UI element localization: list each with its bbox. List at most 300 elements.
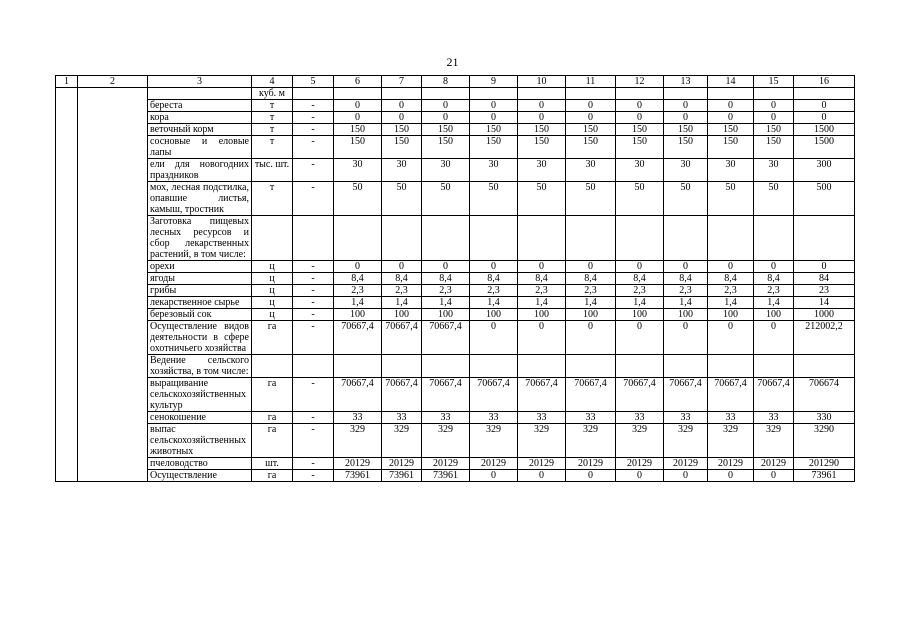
value-cell: 706674 bbox=[794, 378, 855, 412]
value-cell bbox=[382, 216, 422, 261]
col5-cell: - bbox=[293, 297, 334, 309]
value-cell: 20129 bbox=[664, 458, 708, 470]
value-cell: 70667,4 bbox=[334, 321, 382, 355]
col5-cell: - bbox=[293, 112, 334, 124]
column-header: 10 bbox=[518, 76, 566, 88]
value-cell: 20129 bbox=[708, 458, 754, 470]
col1-cell bbox=[56, 470, 78, 482]
table-row bbox=[56, 412, 855, 424]
value-cell: 0 bbox=[664, 321, 708, 355]
col1-cell bbox=[56, 216, 78, 261]
value-cell: 0 bbox=[334, 112, 382, 124]
value-cell: 30 bbox=[708, 159, 754, 182]
col5-cell: - bbox=[293, 412, 334, 424]
value-cell: 329 bbox=[566, 424, 616, 458]
value-cell: 212002,2 bbox=[794, 321, 855, 355]
row-name: березовый сок bbox=[148, 309, 252, 321]
value-cell: 33 bbox=[616, 412, 664, 424]
column-header: 1 bbox=[56, 76, 78, 88]
value-cell: 100 bbox=[470, 309, 518, 321]
value-cell: 84 bbox=[794, 273, 855, 285]
value-cell: 329 bbox=[616, 424, 664, 458]
col2-cell bbox=[78, 261, 148, 273]
value-cell: 70667,4 bbox=[422, 321, 470, 355]
column-header: 3 bbox=[148, 76, 252, 88]
column-header: 15 bbox=[754, 76, 794, 88]
col2-cell bbox=[78, 458, 148, 470]
value-cell bbox=[382, 355, 422, 378]
value-cell: 0 bbox=[708, 112, 754, 124]
value-cell: 150 bbox=[754, 124, 794, 136]
value-cell: 1,4 bbox=[470, 297, 518, 309]
value-cell: 30 bbox=[382, 159, 422, 182]
unit-cell: т bbox=[252, 112, 293, 124]
col5-cell bbox=[293, 216, 334, 261]
unit-cell: ц bbox=[252, 309, 293, 321]
col2-cell bbox=[78, 297, 148, 309]
col1-cell bbox=[56, 355, 78, 378]
col5-cell: - bbox=[293, 273, 334, 285]
unit-cell: га bbox=[252, 321, 293, 355]
value-cell: 50 bbox=[754, 182, 794, 216]
value-cell bbox=[422, 88, 470, 100]
value-cell: 150 bbox=[664, 124, 708, 136]
value-cell: 329 bbox=[382, 424, 422, 458]
value-cell bbox=[616, 216, 664, 261]
value-cell: 1,4 bbox=[566, 297, 616, 309]
value-cell: 50 bbox=[518, 182, 566, 216]
value-cell: 30 bbox=[334, 159, 382, 182]
value-cell: 0 bbox=[708, 321, 754, 355]
value-cell: 0 bbox=[470, 321, 518, 355]
column-header: 4 bbox=[252, 76, 293, 88]
value-cell: 0 bbox=[422, 261, 470, 273]
value-cell bbox=[518, 88, 566, 100]
col5-cell: - bbox=[293, 261, 334, 273]
value-cell: 0 bbox=[566, 261, 616, 273]
value-cell: 70667,4 bbox=[664, 378, 708, 412]
page-number: 21 bbox=[446, 55, 459, 69]
value-cell bbox=[518, 216, 566, 261]
table-row bbox=[56, 424, 855, 458]
value-cell: 20129 bbox=[616, 458, 664, 470]
value-cell bbox=[754, 355, 794, 378]
row-name: выпас сельскохозяйственных животных bbox=[148, 424, 252, 458]
value-cell: 1,4 bbox=[382, 297, 422, 309]
value-cell: 20129 bbox=[470, 458, 518, 470]
value-cell: 150 bbox=[566, 124, 616, 136]
row-name: веточный корм bbox=[148, 124, 252, 136]
value-cell: 0 bbox=[382, 112, 422, 124]
unit-cell: ц bbox=[252, 261, 293, 273]
table-row bbox=[56, 285, 855, 297]
table-row bbox=[56, 309, 855, 321]
value-cell bbox=[664, 355, 708, 378]
value-cell bbox=[708, 355, 754, 378]
value-cell: 1,4 bbox=[334, 297, 382, 309]
col1-cell bbox=[56, 136, 78, 159]
table-row bbox=[56, 297, 855, 309]
value-cell: 1,4 bbox=[518, 297, 566, 309]
value-cell: 70667,4 bbox=[616, 378, 664, 412]
col1-cell bbox=[56, 100, 78, 112]
table-row bbox=[56, 378, 855, 412]
value-cell bbox=[470, 88, 518, 100]
row-name: лекарственное сырье bbox=[148, 297, 252, 309]
value-cell: 329 bbox=[422, 424, 470, 458]
value-cell: 50 bbox=[616, 182, 664, 216]
value-cell: 100 bbox=[566, 309, 616, 321]
value-cell: 0 bbox=[422, 112, 470, 124]
unit-cell: ц bbox=[252, 285, 293, 297]
value-cell: 1000 bbox=[794, 309, 855, 321]
value-cell: 23 bbox=[794, 285, 855, 297]
col5-cell: - bbox=[293, 378, 334, 412]
value-cell: 0 bbox=[664, 470, 708, 482]
col5-cell: - bbox=[293, 285, 334, 297]
value-cell bbox=[334, 216, 382, 261]
value-cell: 33 bbox=[334, 412, 382, 424]
col2-cell bbox=[78, 136, 148, 159]
value-cell: 30 bbox=[422, 159, 470, 182]
value-cell: 50 bbox=[422, 182, 470, 216]
col2-cell bbox=[78, 112, 148, 124]
value-cell: 30 bbox=[470, 159, 518, 182]
value-cell: 8,4 bbox=[754, 273, 794, 285]
value-cell: 100 bbox=[664, 309, 708, 321]
col2-cell bbox=[78, 182, 148, 216]
value-cell bbox=[708, 88, 754, 100]
value-cell: 100 bbox=[334, 309, 382, 321]
col5-cell: - bbox=[293, 424, 334, 458]
value-cell: 73961 bbox=[422, 470, 470, 482]
value-cell: 2,3 bbox=[616, 285, 664, 297]
col1-cell bbox=[56, 124, 78, 136]
value-cell: 30 bbox=[664, 159, 708, 182]
table-row bbox=[56, 100, 855, 112]
value-cell: 73961 bbox=[334, 470, 382, 482]
value-cell: 0 bbox=[566, 321, 616, 355]
col1-cell bbox=[56, 273, 78, 285]
value-cell bbox=[566, 355, 616, 378]
value-cell bbox=[794, 355, 855, 378]
col1-cell bbox=[56, 424, 78, 458]
table-row bbox=[56, 112, 855, 124]
value-cell bbox=[616, 355, 664, 378]
value-cell: 0 bbox=[470, 470, 518, 482]
col2-cell bbox=[78, 159, 148, 182]
col5-cell: - bbox=[293, 136, 334, 159]
col2-cell bbox=[78, 470, 148, 482]
value-cell: 329 bbox=[470, 424, 518, 458]
value-cell: 1,4 bbox=[422, 297, 470, 309]
value-cell: 300 bbox=[794, 159, 855, 182]
value-cell: 73961 bbox=[794, 470, 855, 482]
value-cell: 50 bbox=[566, 182, 616, 216]
col5-cell: - bbox=[293, 182, 334, 216]
value-cell: 8,4 bbox=[616, 273, 664, 285]
value-cell: 330 bbox=[794, 412, 855, 424]
value-cell: 500 bbox=[794, 182, 855, 216]
value-cell: 329 bbox=[664, 424, 708, 458]
value-cell: 70667,4 bbox=[382, 321, 422, 355]
value-cell: 100 bbox=[518, 309, 566, 321]
value-cell: 8,4 bbox=[518, 273, 566, 285]
value-cell: 2,3 bbox=[708, 285, 754, 297]
value-cell: 150 bbox=[470, 124, 518, 136]
row-name: мох, лесная подстилка, опавшие листья, камыш, тростник bbox=[148, 182, 252, 216]
value-cell: 2,3 bbox=[518, 285, 566, 297]
value-cell: 0 bbox=[616, 261, 664, 273]
row-name: пчеловодство bbox=[148, 458, 252, 470]
value-cell: 0 bbox=[616, 470, 664, 482]
column-header: 9 bbox=[470, 76, 518, 88]
value-cell: 0 bbox=[794, 261, 855, 273]
table-row bbox=[56, 216, 855, 261]
value-cell: 150 bbox=[334, 136, 382, 159]
forest-resources-table bbox=[55, 75, 855, 482]
value-cell: 2,3 bbox=[334, 285, 382, 297]
col1-cell bbox=[56, 378, 78, 412]
value-cell: 201290 bbox=[794, 458, 855, 470]
value-cell: 2,3 bbox=[754, 285, 794, 297]
table-row bbox=[56, 182, 855, 216]
value-cell: 70667,4 bbox=[566, 378, 616, 412]
value-cell bbox=[470, 355, 518, 378]
column-header: 12 bbox=[616, 76, 664, 88]
value-cell: 0 bbox=[708, 470, 754, 482]
value-cell: 0 bbox=[794, 112, 855, 124]
row-name: кора bbox=[148, 112, 252, 124]
unit-cell: куб. м bbox=[252, 88, 293, 100]
value-cell: 50 bbox=[664, 182, 708, 216]
value-cell bbox=[422, 216, 470, 261]
value-cell: 8,4 bbox=[334, 273, 382, 285]
value-cell: 33 bbox=[566, 412, 616, 424]
column-header: 5 bbox=[293, 76, 334, 88]
col2-cell bbox=[78, 88, 148, 100]
value-cell: 0 bbox=[664, 261, 708, 273]
value-cell: 0 bbox=[754, 112, 794, 124]
value-cell: 33 bbox=[518, 412, 566, 424]
col1-cell bbox=[56, 309, 78, 321]
value-cell: 50 bbox=[334, 182, 382, 216]
value-cell: 150 bbox=[470, 136, 518, 159]
col2-cell bbox=[78, 100, 148, 112]
value-cell: 0 bbox=[794, 100, 855, 112]
value-cell: 8,4 bbox=[664, 273, 708, 285]
value-cell: 1,4 bbox=[664, 297, 708, 309]
value-cell: 100 bbox=[616, 309, 664, 321]
value-cell: 150 bbox=[566, 136, 616, 159]
value-cell: 50 bbox=[708, 182, 754, 216]
value-cell: 150 bbox=[708, 124, 754, 136]
col5-cell: - bbox=[293, 124, 334, 136]
value-cell: 1500 bbox=[794, 124, 855, 136]
col5-cell: - bbox=[293, 458, 334, 470]
value-cell: 0 bbox=[754, 470, 794, 482]
unit-cell: ц bbox=[252, 273, 293, 285]
value-cell: 2,3 bbox=[422, 285, 470, 297]
unit-cell: ц bbox=[252, 297, 293, 309]
value-cell bbox=[708, 216, 754, 261]
value-cell: 150 bbox=[518, 124, 566, 136]
value-cell: 329 bbox=[518, 424, 566, 458]
value-cell: 8,4 bbox=[422, 273, 470, 285]
value-cell bbox=[566, 216, 616, 261]
value-cell: 70667,4 bbox=[708, 378, 754, 412]
value-cell: 70667,4 bbox=[754, 378, 794, 412]
value-cell: 3290 bbox=[794, 424, 855, 458]
value-cell: 30 bbox=[616, 159, 664, 182]
row-name: Осуществление видов деятельности в сфере охотничьего хозяйства bbox=[148, 321, 252, 355]
value-cell bbox=[794, 216, 855, 261]
value-cell: 20129 bbox=[334, 458, 382, 470]
row-name: ягоды bbox=[148, 273, 252, 285]
value-cell: 0 bbox=[616, 112, 664, 124]
value-cell: 30 bbox=[754, 159, 794, 182]
value-cell: 33 bbox=[470, 412, 518, 424]
column-header: 13 bbox=[664, 76, 708, 88]
value-cell: 70667,4 bbox=[518, 378, 566, 412]
row-name bbox=[148, 88, 252, 100]
value-cell: 2,3 bbox=[566, 285, 616, 297]
value-cell: 0 bbox=[334, 100, 382, 112]
header-row bbox=[56, 76, 855, 88]
value-cell: 0 bbox=[664, 112, 708, 124]
value-cell bbox=[470, 216, 518, 261]
value-cell: 0 bbox=[566, 100, 616, 112]
value-cell: 70667,4 bbox=[470, 378, 518, 412]
column-header: 8 bbox=[422, 76, 470, 88]
column-header: 16 bbox=[794, 76, 855, 88]
value-cell: 2,3 bbox=[470, 285, 518, 297]
col5-cell: - bbox=[293, 321, 334, 355]
col5-cell: - bbox=[293, 309, 334, 321]
value-cell: 0 bbox=[422, 100, 470, 112]
value-cell: 14 bbox=[794, 297, 855, 309]
value-cell bbox=[664, 88, 708, 100]
table-row bbox=[56, 261, 855, 273]
value-cell: 150 bbox=[518, 136, 566, 159]
value-cell: 100 bbox=[382, 309, 422, 321]
value-cell: 329 bbox=[754, 424, 794, 458]
row-name: грибы bbox=[148, 285, 252, 297]
table-row bbox=[56, 159, 855, 182]
row-name: сосновые и еловые лапы bbox=[148, 136, 252, 159]
column-header: 7 bbox=[382, 76, 422, 88]
column-header: 2 bbox=[78, 76, 148, 88]
col1-cell bbox=[56, 112, 78, 124]
col2-cell bbox=[78, 355, 148, 378]
column-header: 6 bbox=[334, 76, 382, 88]
value-cell: 20129 bbox=[422, 458, 470, 470]
value-cell: 20129 bbox=[518, 458, 566, 470]
col5-cell: - bbox=[293, 159, 334, 182]
value-cell bbox=[334, 88, 382, 100]
unit-cell: га bbox=[252, 378, 293, 412]
table-row bbox=[56, 88, 855, 100]
value-cell bbox=[754, 88, 794, 100]
col2-cell bbox=[78, 285, 148, 297]
unit-cell: га bbox=[252, 424, 293, 458]
unit-cell: т bbox=[252, 136, 293, 159]
value-cell: 33 bbox=[754, 412, 794, 424]
value-cell: 50 bbox=[470, 182, 518, 216]
value-cell: 150 bbox=[382, 124, 422, 136]
value-cell: 0 bbox=[470, 261, 518, 273]
col1-cell bbox=[56, 458, 78, 470]
value-cell: 20129 bbox=[566, 458, 616, 470]
value-cell: 73961 bbox=[382, 470, 422, 482]
value-cell bbox=[518, 355, 566, 378]
value-cell: 150 bbox=[616, 124, 664, 136]
value-cell: 0 bbox=[616, 321, 664, 355]
value-cell: 0 bbox=[518, 100, 566, 112]
col2-cell bbox=[78, 321, 148, 355]
value-cell: 1,4 bbox=[754, 297, 794, 309]
value-cell: 1,4 bbox=[708, 297, 754, 309]
table-row bbox=[56, 321, 855, 355]
col5-cell: - bbox=[293, 470, 334, 482]
unit-cell: га bbox=[252, 470, 293, 482]
value-cell: 0 bbox=[382, 100, 422, 112]
value-cell: 0 bbox=[708, 261, 754, 273]
col1-cell bbox=[56, 412, 78, 424]
value-cell: 8,4 bbox=[470, 273, 518, 285]
value-cell: 8,4 bbox=[708, 273, 754, 285]
col2-cell bbox=[78, 412, 148, 424]
value-cell: 150 bbox=[708, 136, 754, 159]
value-cell: 0 bbox=[382, 261, 422, 273]
value-cell: 1,4 bbox=[616, 297, 664, 309]
value-cell: 0 bbox=[518, 321, 566, 355]
table-row bbox=[56, 458, 855, 470]
value-cell bbox=[334, 355, 382, 378]
unit-cell bbox=[252, 216, 293, 261]
table-row bbox=[56, 136, 855, 159]
value-cell: 0 bbox=[470, 112, 518, 124]
value-cell: 0 bbox=[664, 100, 708, 112]
col2-cell bbox=[78, 309, 148, 321]
value-cell: 0 bbox=[518, 470, 566, 482]
col1-cell bbox=[56, 159, 78, 182]
value-cell: 150 bbox=[664, 136, 708, 159]
row-name: сенокошение bbox=[148, 412, 252, 424]
value-cell bbox=[794, 88, 855, 100]
column-header: 11 bbox=[566, 76, 616, 88]
value-cell bbox=[616, 88, 664, 100]
value-cell bbox=[664, 216, 708, 261]
value-cell: 0 bbox=[470, 100, 518, 112]
row-name: Заготовка пищевых лесных ресурсов и сбор лекарственных растений, в том числе: bbox=[148, 216, 252, 261]
value-cell: 50 bbox=[382, 182, 422, 216]
unit-cell: т bbox=[252, 182, 293, 216]
col1-cell bbox=[56, 261, 78, 273]
value-cell: 0 bbox=[334, 261, 382, 273]
unit-cell: т bbox=[252, 100, 293, 112]
col1-cell bbox=[56, 321, 78, 355]
value-cell bbox=[566, 88, 616, 100]
unit-cell: шт. bbox=[252, 458, 293, 470]
value-cell: 8,4 bbox=[566, 273, 616, 285]
value-cell: 1500 bbox=[794, 136, 855, 159]
unit-cell: тыс. шт. bbox=[252, 159, 293, 182]
value-cell: 33 bbox=[422, 412, 470, 424]
value-cell: 30 bbox=[566, 159, 616, 182]
col1-cell bbox=[56, 88, 78, 100]
value-cell bbox=[754, 216, 794, 261]
